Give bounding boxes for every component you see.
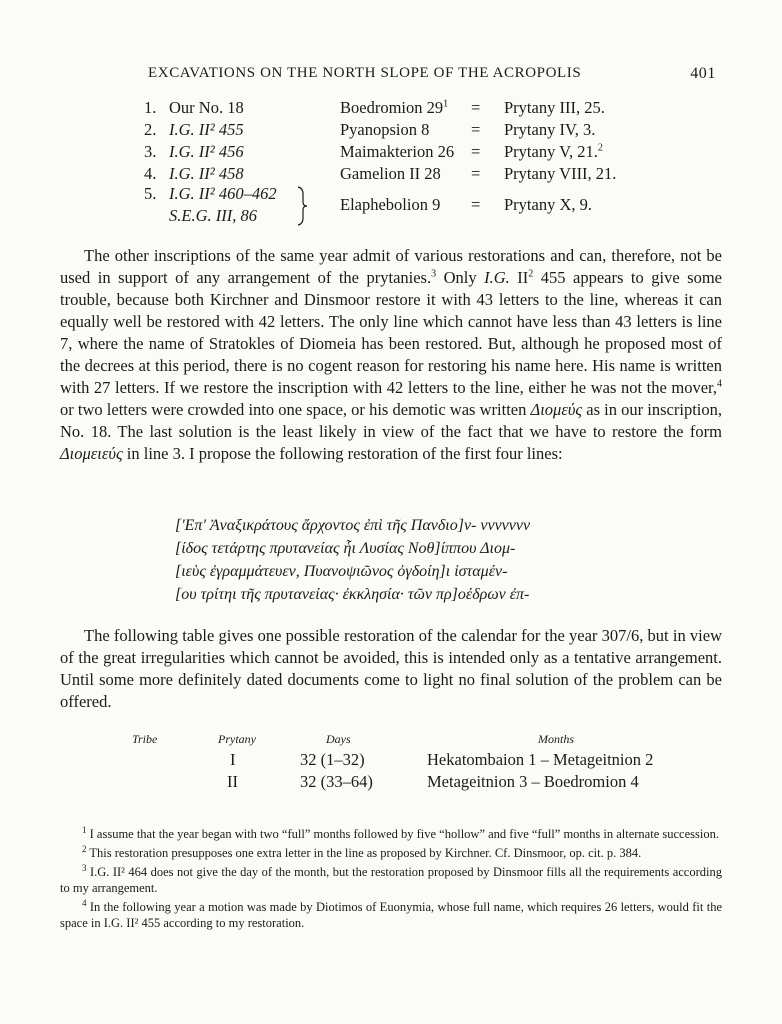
month-date: Gamelion II 28 xyxy=(340,164,441,183)
row-number: 1. xyxy=(144,98,157,117)
footnotes xyxy=(60,826,722,934)
row-number: 5. xyxy=(144,184,157,203)
table-row xyxy=(60,750,722,772)
paragraph-intro: The other inscriptions of the same year admit of various restorations and can, therefore, not be used in support of any arrangement of the prytanies.$^3$ Only I.G. $II^2$ 455 appears to give some trouble, because both Kirchner and Dinsmoor restore it with 43 letters to the line, whereas it can equally well be restored with 42 letters. The only line which cannot have less than 43 letters is line 7, where the name of Stratokles of Diomeia has been restored. But, although he proposed most of the decrees at this period, there is no cogent reason for restoring his name here. His name is written with 27 letters. If we restore the inscription with 42 letters to the line, either he was not the mover,$^4$ or two letters were crowded into one space, or his demotic was written Διομεύς as in our inscription, No. 18. The last solution is the least likely in view of the fact that we have to restore the form Διομειεύς in line 3. I propose the following restoration of the first four lines: xyxy=(60,246,722,463)
table-row xyxy=(144,98,704,120)
running-head xyxy=(148,62,716,86)
prytany-date: Prytany X, 9. xyxy=(504,195,592,214)
inscription-ref: I.G. II² 456 xyxy=(169,142,244,161)
page-number: 401 xyxy=(690,65,716,82)
header-tribe: Tribe xyxy=(132,732,158,746)
greek-line: [ίδος τετάρτης πρυτανείας ἧι Λυσίας Νοθ]ίππου Διομ- xyxy=(175,540,516,557)
prytany-date: Prytany VIII, 21. xyxy=(504,164,617,183)
row-number: 3. xyxy=(144,142,157,161)
table-row xyxy=(144,142,704,164)
days-cell: 32 (1–32) xyxy=(300,750,365,769)
row-number: 2. xyxy=(144,120,157,139)
inscription-ref: I.G. II² 460–462 xyxy=(169,184,277,203)
prytany-date: Prytany IV, 3. xyxy=(504,120,596,139)
header-days: Days xyxy=(326,732,351,746)
greek-line: [ου τρίτηι τῆς πρυτανείας· ἐκκλησία· τῶν πρ]οέδρων ἐπ- xyxy=(175,586,530,603)
prytany-cell: I xyxy=(230,750,236,769)
days-cell: 32 (33–64) xyxy=(300,772,373,791)
paragraph-calendar: The following table gives one possible restoration of the calendar for the year 307/6, but in view of the great irregularities which cannot be avoided, this is intended only as a tentative arrangement. Until some more definitely dated documents come to light no final solution of the problem can be offered. xyxy=(60,626,722,711)
greek-line: [ιεὺς ἐγραμμάτευεν, Πυανοψιῶνος ὀγδοίη]ι ἱσταμέν- xyxy=(175,563,508,580)
footnote-4: $^4$ In the following year a motion was made by Diotimos of Euonymia, whose full name, which requires 26 letters, would fit the space in I.G. II² 455 according to my restoration. xyxy=(60,897,722,930)
equals-sign: = xyxy=(471,142,481,161)
months-cell: Metageitnion 3 – Boedromion 4 xyxy=(427,772,639,791)
row-number: 4. xyxy=(144,164,157,183)
greek-line: ['Επ' Ἀναξικράτους ἄρχοντος ἐπὶ τῆς Πανδιο]ν- vvvvvvv xyxy=(175,517,531,534)
table-row xyxy=(144,120,704,142)
header-prytany: Prytany xyxy=(218,732,256,746)
months-cell: Hekatombaion 1 – Metageitnion 2 xyxy=(427,750,654,769)
prytany-date: Prytany V, 21.$^2$ xyxy=(504,142,603,161)
month-date: Elaphebolion 9 xyxy=(340,195,441,214)
table-row xyxy=(144,184,704,228)
inscription-ref-seg: S.E.G. III, 86 xyxy=(169,206,257,225)
inscription-ref: Our No. 18 xyxy=(169,98,244,117)
equals-sign: = xyxy=(471,120,481,139)
table-row xyxy=(60,772,722,794)
equals-sign: = xyxy=(471,164,481,183)
calendar-header xyxy=(60,730,722,750)
right-brace xyxy=(296,186,308,226)
equals-sign: = xyxy=(471,98,481,117)
greek-restoration xyxy=(175,514,635,606)
prytany-cell: II xyxy=(227,772,238,791)
calendar-table xyxy=(60,730,722,794)
prytany-date: Prytany III, 25. xyxy=(504,98,605,117)
month-date: Boedromion $29^1$ xyxy=(340,98,449,117)
header-months: Months xyxy=(538,732,574,746)
inscription-ref: I.G. II² 455 xyxy=(169,120,244,139)
equals-sign: = xyxy=(471,195,481,214)
date-equation-table xyxy=(144,98,704,225)
footnote-2: $^2$ This restoration presupposes one extra letter in the line as proposed by Kirchner. Cf. Dinsmoor, op. cit. p. 384. xyxy=(82,843,642,860)
month-date: Maimakterion 26 xyxy=(340,142,455,161)
inscription-ref: I.G. II² 458 xyxy=(169,164,244,183)
footnote-3: $^3$ I.G. II² 464 does not give the day of the month, but the restoration proposed by Dinsmoor fills all the requirements according to my arrangement. xyxy=(60,862,722,895)
month-date: Pyanopsion 8 xyxy=(340,120,430,139)
table-row xyxy=(144,164,704,186)
footnote-1: $^1$ I assume that the year began with two “full” months followed by five “hollow” and five “full” months in alternate succession. xyxy=(82,824,719,841)
running-title: EXCAVATIONS ON THE NORTH SLOPE OF THE ACROPOLIS xyxy=(148,65,582,81)
